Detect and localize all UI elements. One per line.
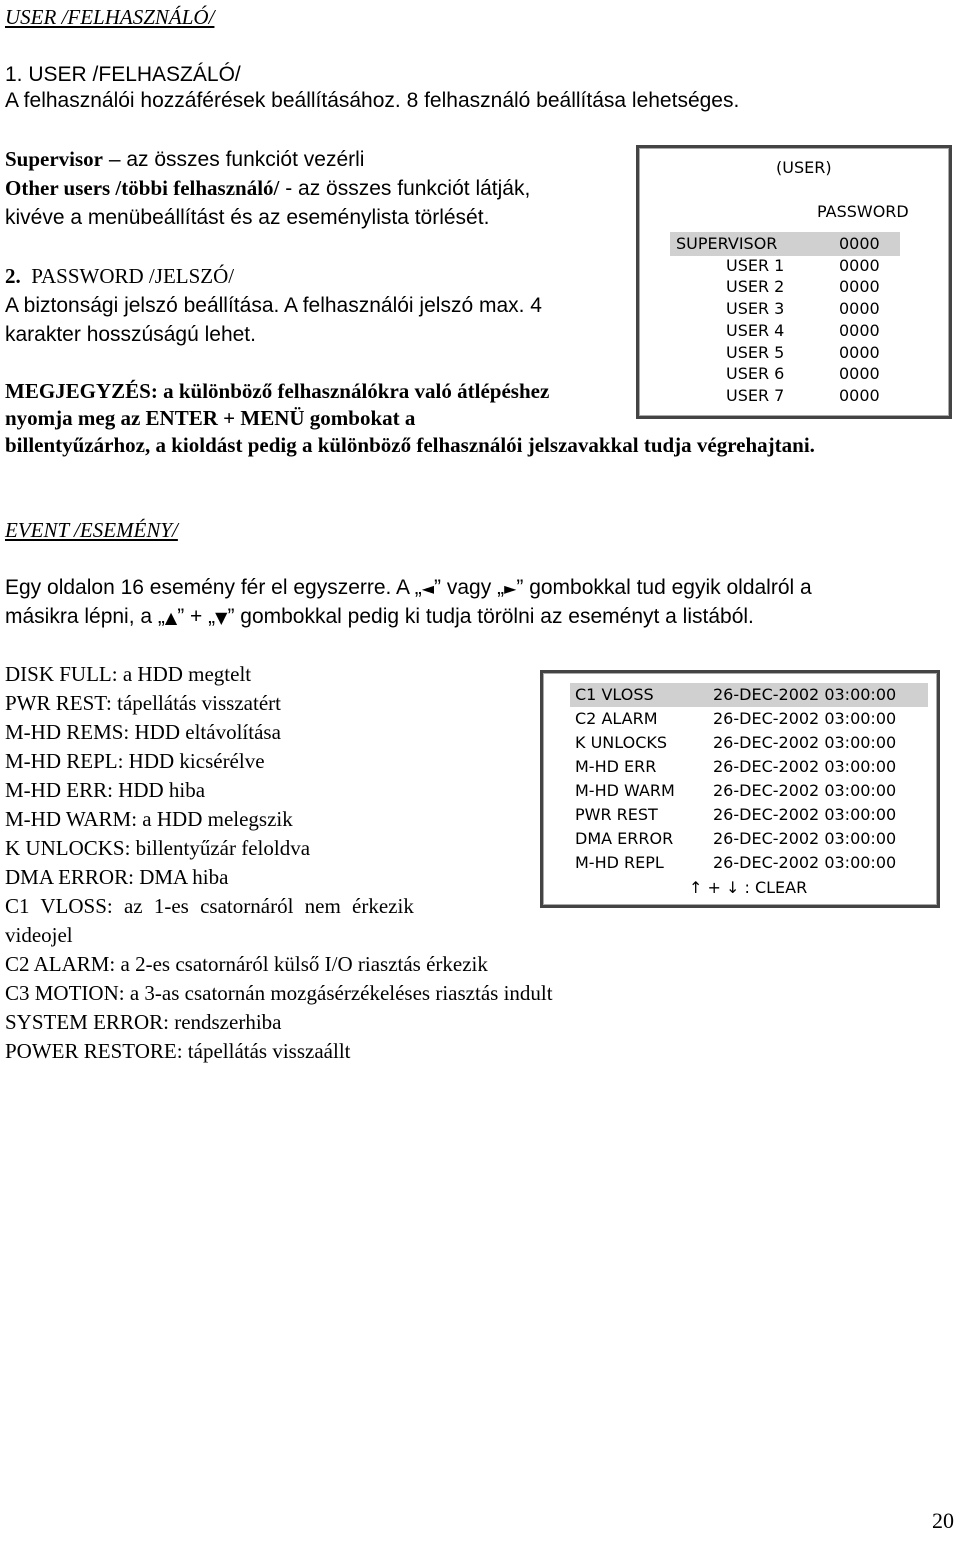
event-paragraph-line-1 bbox=[5, 573, 812, 602]
section2-number: 2. bbox=[5, 264, 21, 288]
password-column-header: PASSWORD bbox=[817, 202, 909, 221]
event-p2-a: másikra lépni, a „ bbox=[5, 605, 165, 628]
event-screen-footer bbox=[689, 876, 807, 900]
event-screen-row-datetime: 26-DEC-2002 03:00:00 bbox=[713, 781, 897, 800]
other-users-label: Other users /többi felhasználó/ bbox=[5, 176, 280, 200]
user-row-name: USER 3 bbox=[726, 299, 785, 319]
user-row-password: 0000 bbox=[839, 277, 880, 297]
user-row-name: USER 7 bbox=[726, 385, 785, 405]
event-screen-row-datetime: 26-DEC-2002 03:00:00 bbox=[713, 829, 897, 848]
event-screen-row bbox=[575, 707, 896, 731]
event-definition-item: C1 VLOSS: az 1-es csatornáról nem érkezik bbox=[5, 894, 414, 918]
user-row-password: 0000 bbox=[839, 255, 880, 275]
event-screen-row-datetime: 26-DEC-2002 03:00:00 bbox=[713, 853, 897, 872]
event-p1-a: Egy oldalon 16 esemény fér el egyszerre. A „ bbox=[5, 576, 422, 599]
event-screen-row bbox=[575, 803, 896, 827]
down-arrow-icon: ▼ bbox=[215, 608, 228, 627]
section1-description: A felhasználói hozzáférések beállításához. 8 felhasználó beállítása lehetséges. bbox=[5, 89, 740, 112]
event-screen-row-name: C1 VLOSS bbox=[575, 685, 654, 704]
event-definition-item: POWER RESTORE: tápellátás visszaállt bbox=[5, 1039, 351, 1063]
user-row-password: 0000 bbox=[839, 299, 880, 319]
event-definition-item: M-HD REMS: HDD eltávolítása bbox=[5, 720, 281, 744]
event-definition-item: DISK FULL: a HDD megtelt bbox=[5, 662, 252, 686]
supervisor-label: Supervisor bbox=[5, 147, 104, 171]
user-row-name: USER 1 bbox=[726, 255, 785, 275]
event-definition-item: DMA ERROR: DMA hiba bbox=[5, 865, 229, 889]
event-screen-row-name: M-HD REPL bbox=[575, 853, 664, 872]
user-row-password: 0000 bbox=[839, 385, 880, 405]
event-definition-item: M-HD WARM: a HDD melegszik bbox=[5, 807, 293, 831]
event-screen-row bbox=[575, 851, 896, 875]
note-line-2: nyomja meg az ENTER + MENÜ gombokat a bbox=[5, 406, 416, 430]
event-screen-row bbox=[575, 683, 896, 707]
user-row-name: USER 6 bbox=[726, 364, 785, 384]
event-definition-item: K UNLOCKS: billentyűzár feloldva bbox=[5, 836, 311, 860]
event-p1-b: ” vagy „ bbox=[434, 576, 505, 599]
event-screen-row-name: M-HD WARM bbox=[575, 781, 675, 800]
section2-title: PASSWORD /JELSZÓ/ bbox=[31, 264, 235, 288]
user-row-password: 0000 bbox=[839, 234, 880, 253]
supervisor-line bbox=[5, 145, 364, 174]
event-p1-c: ” gombokkal tud egyik oldalról a bbox=[516, 576, 812, 599]
event-screen-row-name: K UNLOCKS bbox=[575, 733, 668, 752]
user-row-name: USER 5 bbox=[726, 342, 785, 362]
event-p2-b: ” + „ bbox=[177, 605, 216, 628]
event-screen-row-name: C2 ALARM bbox=[575, 709, 658, 728]
other-users-line bbox=[5, 174, 530, 203]
event-screen-row-name: PWR REST bbox=[575, 805, 658, 824]
event-definition-item: M-HD REPL: HDD kicsérélve bbox=[5, 749, 265, 773]
event-screen-row-datetime: 26-DEC-2002 03:00:00 bbox=[713, 805, 897, 824]
user-settings-screenshot bbox=[636, 145, 952, 419]
event-screen-row-datetime: 26-DEC-2002 03:00:00 bbox=[713, 757, 897, 776]
user-row-password: 0000 bbox=[839, 342, 880, 362]
event-paragraph-line-2 bbox=[5, 602, 754, 631]
event-screen-row-name: M-HD ERR bbox=[575, 757, 657, 776]
event-screen-row-name: DMA ERROR bbox=[575, 829, 674, 848]
up-down-arrows-icon: ↑ + ↓ bbox=[689, 878, 740, 897]
page-title: USER /FELHASZNÁLÓ/ bbox=[5, 5, 215, 29]
page-number: 20 bbox=[932, 1508, 954, 1533]
section2-description-1: A biztonsági jelszó beállítása. A felhasználói jelszó max. 4 bbox=[5, 294, 542, 317]
note-line-1: MEGJEGYZÉS: a különböző felhasználókra való átlépéshez bbox=[5, 379, 550, 403]
user-screen-title: (USER) bbox=[776, 158, 832, 177]
event-p2-c: ” gombokkal pedig ki tudja törölni az eseményt a listából. bbox=[227, 605, 754, 628]
event-screen-row-datetime: 26-DEC-2002 03:00:00 bbox=[713, 709, 897, 728]
event-screen-row-datetime: 26-DEC-2002 03:00:00 bbox=[713, 685, 897, 704]
left-arrow-icon: ◄ bbox=[421, 579, 435, 598]
section2-heading bbox=[5, 262, 234, 291]
event-definition-item: M-HD ERR: HDD hiba bbox=[5, 778, 206, 802]
user-row-password: 0000 bbox=[839, 364, 880, 384]
event-screen-row bbox=[575, 779, 896, 803]
event-definition-item: SYSTEM ERROR: rendszerhiba bbox=[5, 1010, 282, 1034]
up-arrow-icon: ▲ bbox=[164, 608, 178, 627]
event-screen-row bbox=[575, 755, 896, 779]
user-row-name: USER 2 bbox=[726, 277, 785, 297]
event-screen-row-datetime: 26-DEC-2002 03:00:00 bbox=[713, 733, 897, 752]
event-heading: EVENT /ESEMÉNY/ bbox=[5, 518, 178, 542]
user-row-name: SUPERVISOR bbox=[676, 234, 778, 253]
note-line-3: billentyűzárhoz, a kioldást pedig a különböző felhasználói jelszavakkal tudja végrehajtani. bbox=[5, 433, 815, 457]
user-row-password: 0000 bbox=[839, 320, 880, 340]
section1-heading: 1. USER /FELHASZÁLÓ/ bbox=[5, 63, 241, 86]
event-screen-row bbox=[575, 827, 896, 851]
event-screen-row bbox=[575, 731, 896, 755]
event-definition-item: videojel bbox=[5, 923, 73, 947]
event-list-screenshot bbox=[540, 670, 940, 908]
event-definition-item: C2 ALARM: a 2-es csatornáról külső I/O riasztás érkezik bbox=[5, 952, 488, 976]
user-row-name: USER 4 bbox=[726, 320, 785, 340]
other-users-text: - az összes funkciót látják, bbox=[279, 177, 531, 200]
event-definition-item: C3 MOTION: a 3-as csatornán mozgásérzékeléses riasztás indult bbox=[5, 981, 553, 1005]
right-arrow-icon: ► bbox=[504, 579, 517, 598]
event-definition-item: PWR REST: tápellátás visszatért bbox=[5, 691, 281, 715]
section2-description-2: karakter hosszúságú lehet. bbox=[5, 323, 256, 346]
supervisor-text: – az összes funkciót vezérli bbox=[103, 148, 365, 171]
clear-label: : CLEAR bbox=[744, 878, 808, 897]
other-users-text-2: kivéve a menübeállítást és az eseménylista törlését. bbox=[5, 206, 490, 229]
